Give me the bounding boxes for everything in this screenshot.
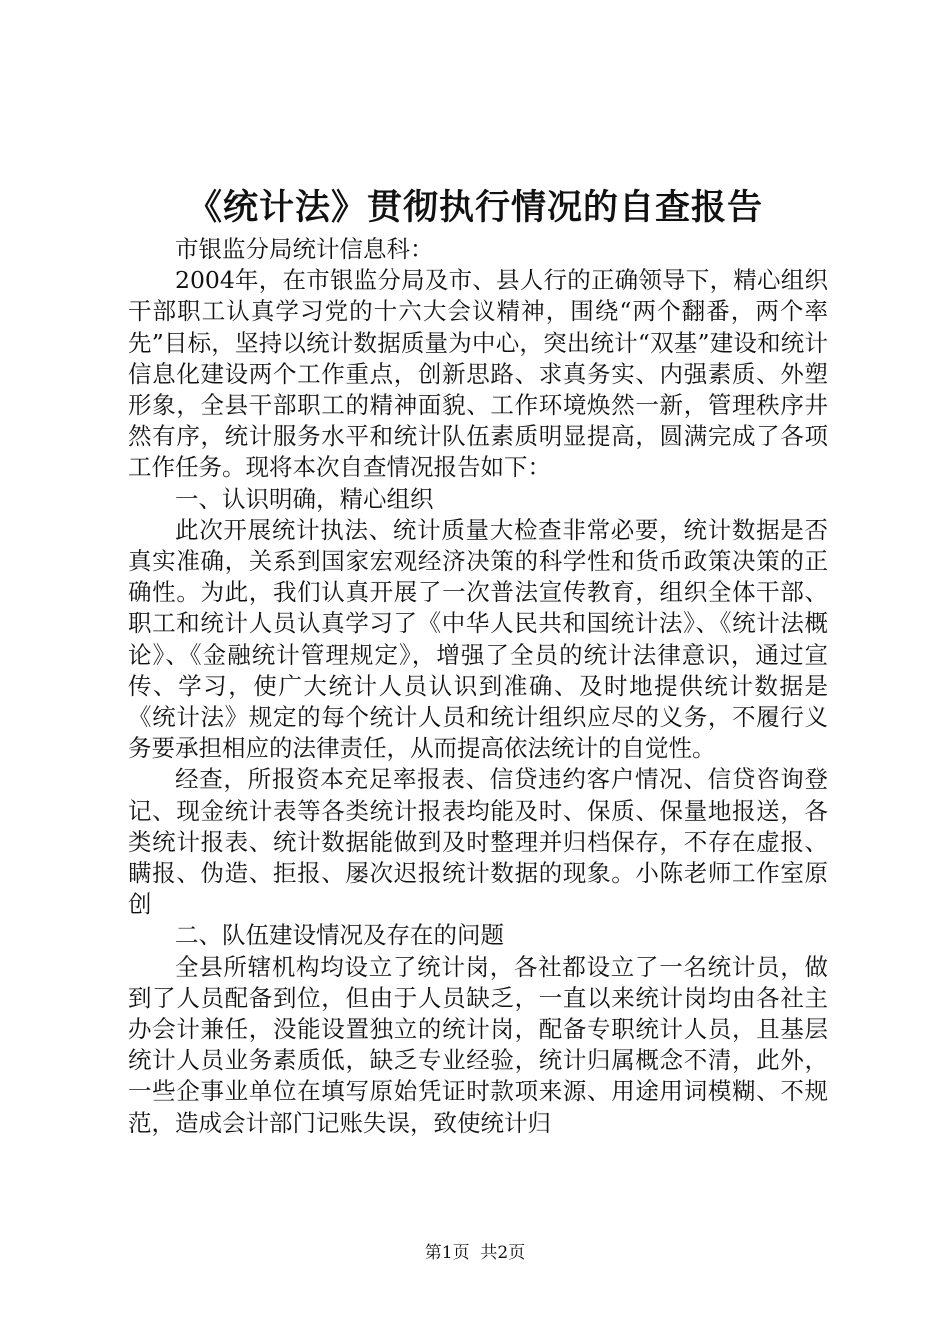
page-number: 第1页 [424, 1243, 470, 1263]
document-title: 《统计法》贯彻执行情况的自查报告 [186, 187, 763, 228]
paragraph-intro: 2004年，在市银监分局及市、县人行的正确领导下，精心组织干部职工认真学习党的十六大会议精神，围绕“两个翻番，两个率先”目标，坚持以统计数据质量为中心，突出统计“双基”建设和统计信息化建设两个工作重点，创新思路、求真务实、内强素质、外塑形象，全县干部职工的精神面貌、工作环境焕然一新，管理秩序井然有序，统计服务水平和统计队伍素质明显提高，圆满完成了各项工作任务。现将本次自查情况报告如下： [128, 266, 828, 482]
paragraph-section-1: 此次开展统计执法、统计质量大检查非常必要，统计数据是否真实准确，关系到国家宏观经济决策的科学性和货币政策决策的正确性。为此，我们认真开展了一次普法宣传教育，组织全体干部、职工和统计人员认真学习了《中华人民共和国统计法》、《统计法概论》、《金融统计管理规定》，增强了全员的统计法律意识，通过宣传、学习，使广大统计人员认识到准确、及时地提供统计数据是《统计法》规定的每个统计人员和统计组织应尽的义务，不履行义务要承担相应的法律责任，从而提高依法统计的自觉性。 [128, 515, 828, 763]
paragraph-section-2: 全县所辖机构均设立了统计岗，各社都设立了一名统计员，做到了人员配备到位，但由于人员缺乏，一直以来统计岗均由各社主办会计兼任，没能设置独立的统计岗，配备专职统计人员，且基层统计人员业务素质低，缺乏专业经验，统计归属概念不清，此外，一些企事业单位在填写原始凭证时款项来源、用途用词模糊、不规范，造成会计部门记账失误，致使统计归 [128, 952, 828, 1137]
page-footer [0, 1241, 950, 1265]
page-total: 共2页 [480, 1243, 526, 1263]
document-body [128, 234, 828, 1139]
section-heading-1: 一、认识明确，精心组织 [175, 484, 434, 513]
salutation: 市银监分局统计信息科： [175, 235, 434, 263]
section-heading-2: 二、队伍建设情况及存在的问题 [175, 921, 504, 950]
paragraph-inspection: 经查，所报资本充足率报表、信贷违约客户情况、信贷咨询登记、现金统计表等各类统计报表均能及时、保质、保量地报送，各类统计报表、统计数据能做到及时整理并归档保存，不存在虚报、瞒报、伪造、拒报、屡次迟报统计数据的现象。小陈老师工作室原创 [128, 765, 828, 919]
